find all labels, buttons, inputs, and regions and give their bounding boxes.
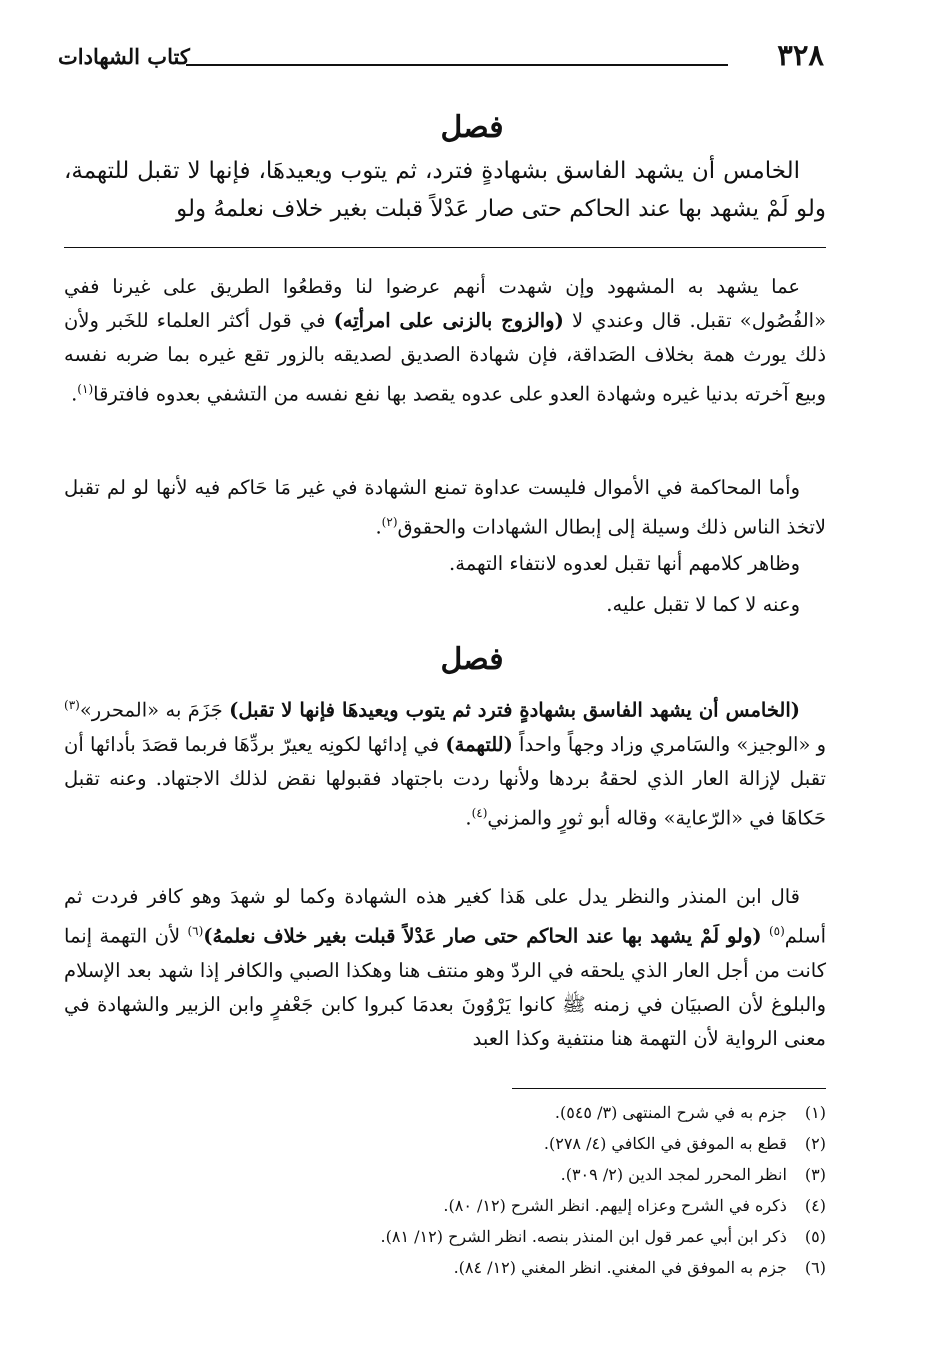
footnote-ref-4[interactable]: (٤) [471,805,488,820]
footnote-ref-2[interactable]: (٢) [381,515,398,529]
footnote-ref-6[interactable]: (٦) [187,924,204,938]
section-heading-2: فصل [440,642,504,677]
text-run: و «الوجيز» والسَامري وزاد وجهاً واحداً [512,732,827,756]
footnote-text: انظر المحرر لمجد الدين (٢/ ٣٠٩). [560,1165,787,1184]
footnotes-list [64,1097,826,1283]
footnote-item [64,1221,826,1252]
commentary-paragraph-1 [64,270,826,412]
text-run: وأما المحاكمة في الأموال فليست عداوة تمنع الشهادة في غير مَا حَاكم فيه لأنها لو لم تقبل لاتخذ الناس ذلك وسيلة إلى إبطال الشهادات والحقوق [64,476,826,539]
footnote-number: (٤) [804,1196,826,1215]
footnote-ref-5[interactable]: (٥) [768,924,785,938]
footnote-number: (٢) [804,1134,826,1153]
footnote-number: (٥) [804,1227,826,1246]
text-run: . [71,382,78,406]
footnote-number: (٦) [804,1258,826,1277]
matn-divider [64,247,826,248]
text-run [762,925,769,948]
footnote-text: جزم به في شرح المنتهى (٣/ ٥٤٥). [554,1103,787,1122]
footnote-text: جزم به الموفق في المغني. انظر المغني (١٢/ ٨٤). [453,1258,787,1277]
commentary-paragraph-3: وظاهر كلامهم أنها تقبل لعدوه لانتفاء التهمة. [449,552,800,575]
text-run: . [465,806,472,829]
footnote-text: ذكره في الشرح وعزاه إليهم. انظر الشرح (١٢/ ٨٠). [443,1196,787,1215]
text-run: جَزَمَ به «المحرر» [79,698,230,722]
commentary-paragraph-5 [64,688,826,835]
text-run: . [375,515,382,539]
commentary-paragraph-2 [64,471,826,545]
footnote-number: (١) [804,1103,826,1122]
matn-quote: (ولو لَمْ يشهد بها عند الحاكم حتى صار عَدْلاً قبلت بغير خلاف نعلمهُ) [203,924,762,948]
running-header [58,36,824,76]
text-run: في إدائها لكونِه يعيرّ بردِّهَا فربما قصَدَ بأدائها أن تقبل لإزالة العار الذي لحقهُ بردها ولأنها ردت باجتهاد فقبولها نقض لذلك الاجتهاد. وعنه تقبل حَكاهَا في «الرّعاية» وقاله أبو ثورٍ والمزني [64,732,826,829]
page-number: ٣٢٨ [777,38,824,72]
footnote-ref-1[interactable]: (١) [77,382,94,396]
text-run: قال ابن المنذر والنظر يدل على هَذا كغير هذه الشهادة وكما لو شهدَ وهو كافر فردت ثم أسلم [64,885,826,948]
text-run: في قول أكثر العلماء للخَبر ولأن ذلك يورث همة بخلاف الصَداقة، فإن شهادة الصديق لصديقه بالزور تقع غيره بما ضربه نفسه وبيع آخرته بدنيا غيره وشهادة العدو على عدوه يقصد بها نفع نفسه من التشفي بعدوه فافترقا [64,309,826,406]
footnote-text: قطع به الموفق في الكافي (٤/ ٢٧٨). [543,1134,787,1153]
footnote-item [64,1159,826,1190]
text-run: لأن التهمة إنما كانت من أجل العار الذي يلحقه في الردّ وهو منتف هنا وهكذا الصبي والكافر إذا شهد بعد الإسلام والبلوغ لأن الصبيَان في زمنه ﷺ كانوا يَرْوُونَ بعدمَا كبروا كابن جَعْفرٍ وابن الزبير والشهادة في معنى الرواية لأن التهمة هنا منتفية وكذا العبد [64,924,826,1050]
commentary-paragraph-4: وعنه لا كما لا تقبل عليه. [606,593,800,616]
commentary-paragraph-6 [64,880,826,1056]
footnote-item [64,1128,826,1159]
matn-quote: (للتهمة) [445,732,513,756]
footnote-ref-3[interactable]: (٣) [64,698,80,712]
footnote-item [64,1190,826,1221]
footnote-text: ذكر ابن أبي عمر قول ابن المنذر بنصه. انظر الشرح (١٢/ ٨١). [380,1227,787,1246]
text-run: عما يشهد به المشهود وإن شهدت أنهم عرضوا لنا وقطعُوا الطريق على غيرنا ففي «الفُصُول» تقبل. قال وعندي لا [64,275,827,332]
footnote-item [64,1097,826,1128]
matn-text-1: الخامس أن يشهد الفاسق بشهادةٍ فترد، ثم يتوب ويعيدهَا، فإنها لا تقبل للتهمة، ولو لَمْ يشهد بها عند الحاكم حتى صار عَدْلاً قبلت بغير خلاف نعلمهُ ولو [64,158,826,222]
matn-quote: (الخامس أن يشهد الفاسق بشهادةٍ فترد ثم يتوب ويعيدهَا فإنها لا تقبل) [229,698,801,722]
footnote-item [64,1252,826,1283]
matn-quote: (والزوج بالزنى على امرأتِه) [333,309,564,332]
footnote-divider [512,1088,826,1089]
header-rule [186,64,728,66]
footnote-number: (٣) [804,1165,826,1184]
section-heading-1: فصل [440,110,504,145]
book-title: كتاب الشهادات [58,44,190,69]
